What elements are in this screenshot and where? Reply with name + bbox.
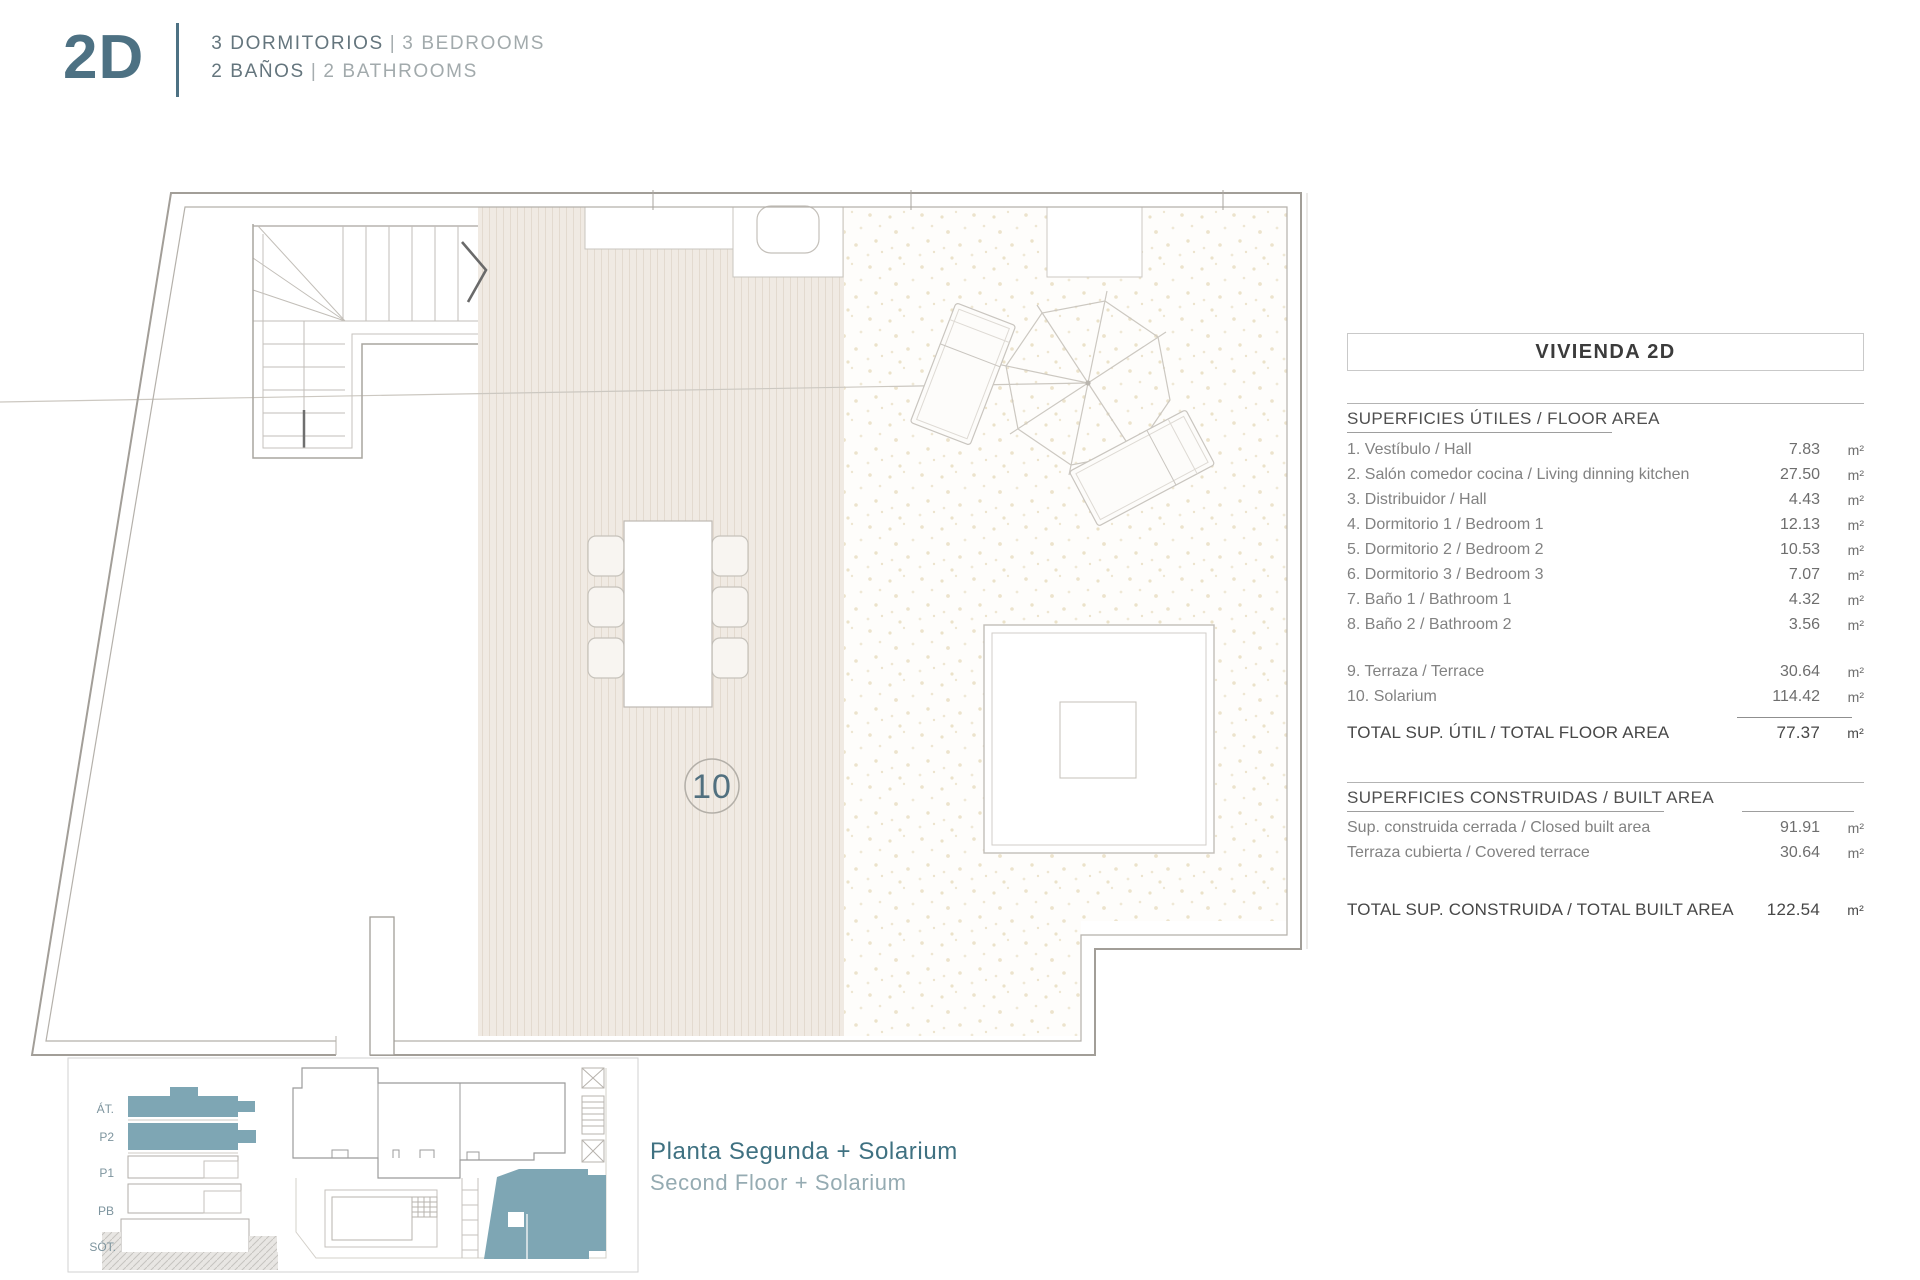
row-label: 9. Terraza / Terrace — [1347, 662, 1485, 680]
table-row — [1347, 487, 1864, 512]
separator: | — [310, 61, 318, 82]
table-row — [1347, 587, 1864, 612]
solarium-gravel-texture — [844, 207, 1287, 1036]
table-row — [1347, 437, 1864, 462]
bedrooms-en: 3 BEDROOMS — [402, 33, 545, 54]
floor-area-total-row — [1347, 720, 1864, 746]
row-unit: m² — [1847, 516, 1864, 533]
row-label: 3. Distribuidor / Hall — [1347, 490, 1487, 508]
built-area-header: SUPERFICIES CONSTRUIDAS / BUILT AREA — [1347, 788, 1715, 807]
row-unit: m² — [1847, 819, 1864, 836]
header-subtitle — [211, 30, 545, 86]
row-value: 7.83 — [1788, 440, 1820, 458]
row-value: 114.42 — [1772, 687, 1820, 705]
row-value: 3.56 — [1788, 615, 1820, 633]
skylight-box — [984, 625, 1214, 853]
total-value: 122.54 — [1766, 900, 1820, 919]
row-value: 4.32 — [1788, 590, 1820, 608]
row-value: 7.07 — [1788, 565, 1820, 583]
row-label: Sup. construida cerrada / Closed built area — [1347, 818, 1651, 836]
row-label: 10. Solarium — [1347, 687, 1437, 705]
built-area-rows — [1347, 815, 1864, 865]
separator: | — [389, 33, 397, 54]
floor-area-header: SUPERFICIES ÚTILES / FLOOR AREA — [1347, 409, 1660, 428]
table-row — [1347, 659, 1864, 684]
ground-hatch — [102, 1252, 278, 1270]
row-unit: m² — [1847, 566, 1864, 583]
total-value: 77.37 — [1776, 723, 1820, 742]
table-row — [1347, 684, 1864, 709]
unit-highlight — [484, 1169, 606, 1259]
unit-type-logo: 2D — [63, 23, 145, 92]
row-label: 7. Baño 1 / Bathroom 1 — [1347, 590, 1512, 608]
level-label-p2: P2 — [99, 1130, 114, 1144]
divider-line — [1347, 403, 1864, 404]
rows-gap — [1347, 865, 1864, 895]
location-minimap — [68, 1058, 638, 1272]
floor-plan — [0, 190, 1307, 1058]
bathrooms-line — [211, 58, 545, 86]
table-row — [1347, 562, 1864, 587]
room-number-label: 10 — [692, 768, 732, 806]
header-divider — [176, 23, 179, 97]
bedrooms-line — [211, 30, 545, 58]
table-row — [1347, 815, 1864, 840]
plan-caption — [650, 1136, 958, 1198]
total-label: TOTAL SUP. ÚTIL / TOTAL FLOOR AREA — [1347, 723, 1670, 742]
row-value: 27.50 — [1779, 465, 1820, 483]
bedrooms-es: 3 DORMITORIOS — [211, 33, 384, 54]
built-area-total-row — [1347, 897, 1864, 923]
row-unit: m² — [1847, 466, 1864, 483]
pillar — [370, 917, 394, 1055]
row-label: 6. Dormitorio 3 / Bedroom 3 — [1347, 565, 1544, 583]
row-unit: m² — [1847, 441, 1864, 458]
dining-table — [624, 521, 712, 707]
header — [63, 20, 545, 97]
row-label: 1. Vestíbulo / Hall — [1347, 440, 1472, 458]
level-label-pb: PB — [97, 1204, 114, 1218]
outdoor-sink-icon — [757, 206, 819, 253]
row-label: 4. Dormitorio 1 / Bedroom 1 — [1347, 515, 1544, 533]
table-row — [1347, 537, 1864, 562]
panel-title-box — [1347, 333, 1864, 371]
row-value: 4.43 — [1788, 490, 1820, 508]
header-underline-2 — [1347, 811, 1864, 812]
caption-es: Planta Segunda + Solarium — [650, 1138, 958, 1165]
level-label-sotano: SÓT. — [89, 1240, 116, 1254]
floor-area-rows — [1347, 437, 1864, 709]
total-unit: m² — [1847, 902, 1864, 918]
row-unit: m² — [1847, 688, 1864, 705]
level-label-atico: ÁT. — [96, 1102, 114, 1116]
table-row — [1347, 462, 1864, 487]
row-value: 10.53 — [1779, 540, 1820, 558]
bathrooms-es: 2 BAÑOS — [211, 61, 305, 82]
row-unit: m² — [1847, 591, 1864, 608]
row-unit: m² — [1847, 616, 1864, 633]
total-rule — [1737, 717, 1852, 718]
room-number-badge — [685, 759, 739, 813]
row-value: 30.64 — [1779, 662, 1820, 680]
row-label: 2. Salón comedor cocina / Living dinning kitchen — [1347, 465, 1690, 483]
header-underline — [1347, 432, 1612, 433]
bathrooms-en: 2 BATHROOMS — [323, 61, 478, 82]
row-value: 30.64 — [1779, 843, 1820, 861]
row-value: 12.13 — [1779, 515, 1820, 533]
total-label: TOTAL SUP. CONSTRUIDA / TOTAL BUILT AREA — [1347, 900, 1734, 919]
level-p2-highlight — [128, 1123, 238, 1150]
table-row — [1347, 840, 1864, 865]
divider-line — [1347, 782, 1864, 783]
row-label: Terraza cubierta / Covered terrace — [1347, 843, 1590, 861]
rows-gap — [1347, 637, 1864, 659]
parapet-gap — [336, 1035, 370, 1058]
areas-panel — [1347, 333, 1864, 923]
level-label-p1: P1 — [99, 1166, 114, 1180]
table-row — [1347, 612, 1864, 637]
roof-opening — [585, 207, 733, 249]
row-unit: m² — [1847, 541, 1864, 558]
panel-title: VIVIENDA 2D — [1535, 340, 1676, 363]
row-unit: m² — [1847, 491, 1864, 508]
row-unit: m² — [1847, 663, 1864, 680]
row-label: 5. Dormitorio 2 / Bedroom 2 — [1347, 540, 1544, 558]
row-label: 8. Baño 2 / Bathroom 2 — [1347, 615, 1512, 633]
caption-en: Second Floor + Solarium — [650, 1170, 907, 1195]
row-unit: m² — [1847, 844, 1864, 861]
table-row — [1347, 512, 1864, 537]
underline-left — [1347, 811, 1664, 812]
row-value: 91.91 — [1779, 818, 1820, 836]
underline-right — [1742, 811, 1854, 812]
roof-notch — [1047, 207, 1142, 277]
total-unit: m² — [1847, 725, 1864, 741]
